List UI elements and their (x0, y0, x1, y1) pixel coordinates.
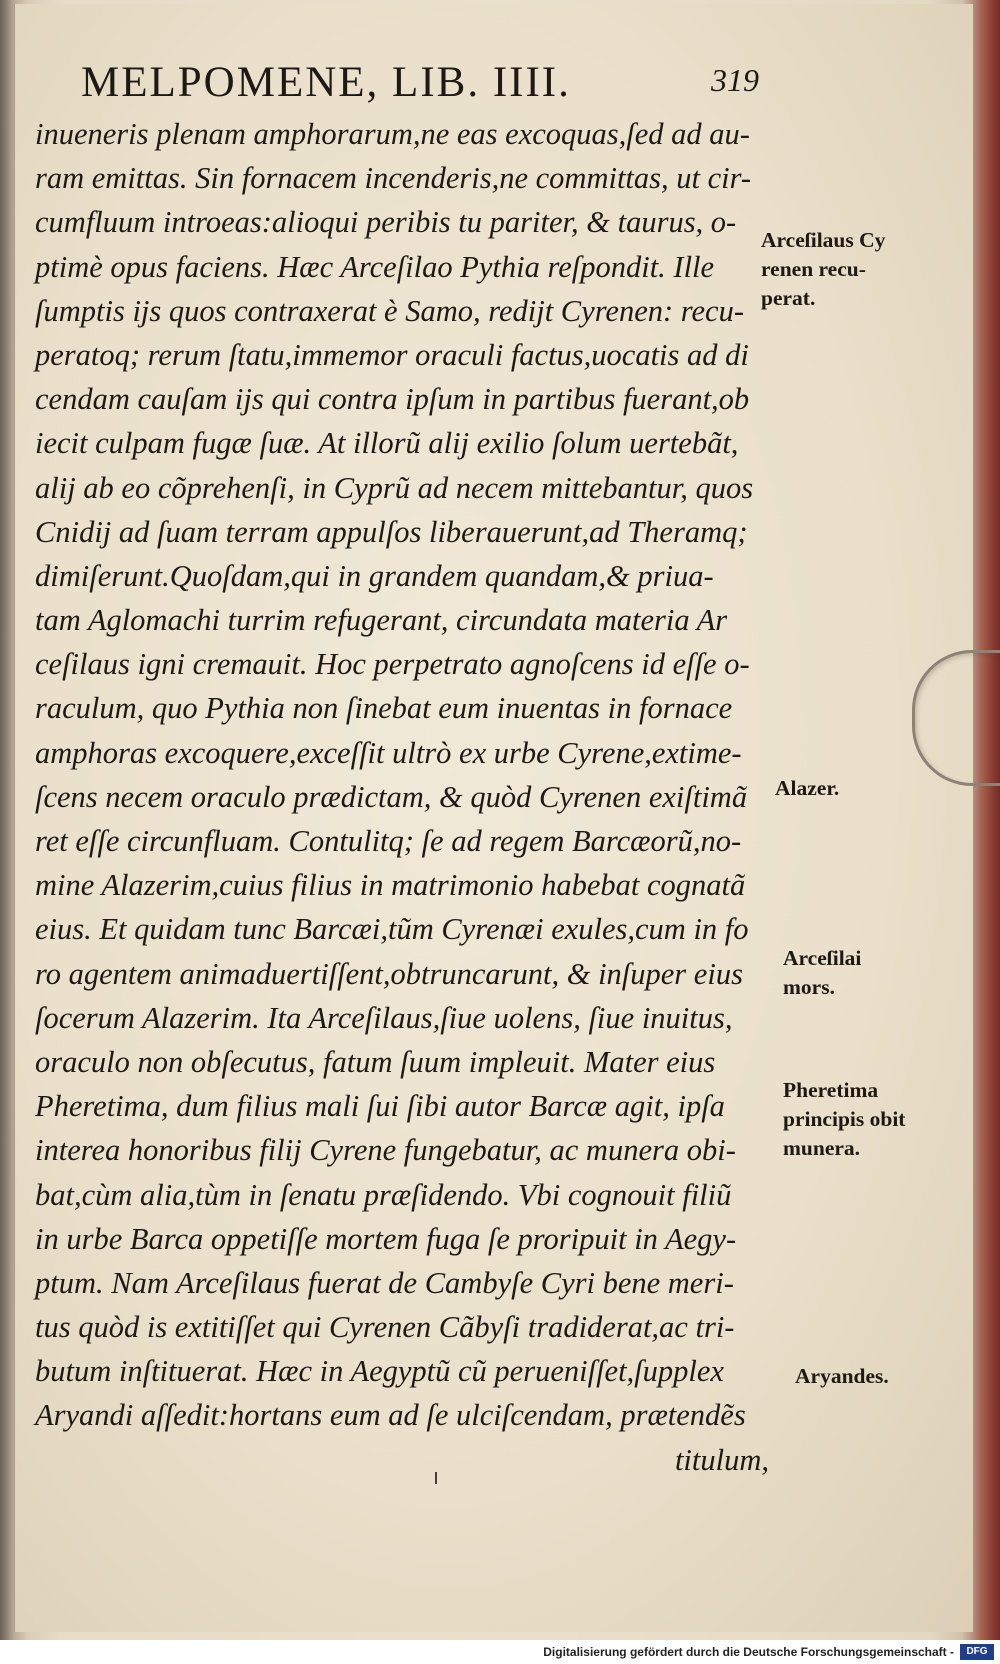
text-line: ptum. Nam Arceſilaus fuerat de Cambyſe Cyri bene meri- (35, 1265, 734, 1300)
running-head: MELPOMENE, LIB. IIII. (81, 59, 571, 106)
margin-note-pheretima (783, 1076, 905, 1163)
text-line: dimiſerunt.Quoſdam,qui in grandem quandam,& priua- (35, 558, 714, 593)
text-line: iecit culpam fugæ ſuæ. At illorũ alij exilio ſolum uertebãt, (35, 426, 739, 461)
footer-bar (0, 1642, 1000, 1664)
text-line: ret eſſe circunfluam. Contulitq; ſe ad regem Barcæorũ,no- (35, 824, 742, 858)
margin-note-line: perat. (761, 286, 816, 310)
text-line: cendam cauſam ijs qui contra ipſum in partibus fuerant,ob (35, 382, 750, 417)
text-line: peratoq; rerum ſtatu,immemor oraculi factus,uocatis ad di (35, 337, 749, 372)
body-text (35, 112, 775, 1482)
text-line: cumfluum introeas:alioqui peribis tu pariter, & taurus, o- (35, 205, 737, 240)
page-header (81, 54, 781, 114)
text-line: inueneris plenam amphorarum,ne eas excoquas,ſed ad au- (35, 117, 750, 151)
margin-note-line: Arceſilaus Cy (761, 228, 886, 252)
text-line: Pheretima, dum filius mali ſui ſibi autor Barcæ agit, ipſa (35, 1089, 725, 1124)
text-line: ptimè opus faciens. Hæc Arceſilao Pythia reſpondit. Ille (35, 249, 715, 284)
text-line: eius. Et quidam tunc Barcæi,tũm Cyrenæi exules,cum in fo (35, 912, 749, 947)
margin-note-aryandes (795, 1362, 889, 1391)
text-line: ro agentem animaduertiſſent,obtruncarunt, & inſuper eius (35, 956, 743, 991)
text-line: titulum, (674, 1442, 769, 1477)
print-mark (435, 1472, 437, 1484)
margin-note-line: renen recu- (761, 257, 866, 281)
text-line: ſumptis ijs quos contraxerat è Samo, rediјt Cyrenen: recu- (35, 293, 745, 328)
digitization-credit: Digitalisierung gefördert durch die Deutsche Forschungsgemeinschaft - (543, 1645, 954, 1659)
margin-note-line: Alazer. (775, 776, 840, 800)
text-line: butum inſtituerat. Hæc in Aegyptũ cũ perueniſſet,ſupplex (35, 1354, 724, 1389)
text-line: in urbe Barca oppetiſſe mortem fuga ſe proripuit in Aegy- (35, 1221, 737, 1256)
margin-note-arcesilaus (761, 226, 885, 313)
margin-note-line: Pheretima (783, 1078, 879, 1102)
text-line: oraculo non obſecutus, fatum ſuum impleuit. Mater eius (35, 1044, 716, 1079)
text-line: mine Alazerim,cuius filius in matrimonio habebat cognatã (35, 868, 746, 903)
margin-note-line: Aryandes. (795, 1364, 889, 1388)
margin-note-line: Arceſilai (783, 946, 862, 970)
text-line: ſcens necem oraculo prædictam, & quòd Cyrenen exiſtimã (35, 779, 748, 814)
text-line: ram emittas. Sin fornacem incenderis,ne committas, ut cir- (35, 161, 752, 196)
text-line: ceſilaus igni cremauit. Hoc perpetrato agnoſcens id eſſe o- (35, 647, 750, 682)
text-line: Cnidij ad ſuam terram appulſos liberauerunt,ad Theramq; (35, 514, 748, 549)
text-line: ſocerum Alazerim. Ita Arceſilaus,ſiue uolens, ſiue inuitus, (35, 1000, 733, 1035)
text-line: raculum, quo Pythia non ſinebat eum inuentas in fornace (35, 691, 733, 726)
text-line: bat,cùm alia,tùm in ſenatu præſidendo. Vbi cognouit filiũ (35, 1177, 732, 1212)
text-line: amphoras excoquere,exceſſit ultrò ex urbe Cyrene,extime- (35, 735, 742, 770)
margin-note-arcesilai-mors (783, 944, 861, 1002)
text-line: alij ab eo cõprehenſi, in Cyprũ ad necem mittebantur, quos (35, 470, 754, 505)
text-line: tam Aglomachi turrim refugerant, circundata materia Ar (35, 603, 728, 638)
text-line: tus quòd is extitiſſet qui Cyrenen Cãbyſi tradiderat,ac tri- (35, 1310, 735, 1345)
margin-note-line: munera. (783, 1136, 861, 1160)
margin-note-alazer (775, 774, 839, 803)
dfg-logo-icon: DFG (960, 1644, 994, 1660)
text-line: Aryandi aſſedit:hortans eum ad ſe ulciſcendam, prætendẽs (35, 1398, 746, 1433)
page-number: 319 (711, 62, 759, 98)
book-page (14, 4, 973, 1632)
text-line: interea honoribus filij Cyrene fungebatur, ac munera obi- (35, 1133, 736, 1168)
margin-note-line: mors. (783, 975, 835, 999)
margin-note-line: principis obit (783, 1107, 906, 1131)
